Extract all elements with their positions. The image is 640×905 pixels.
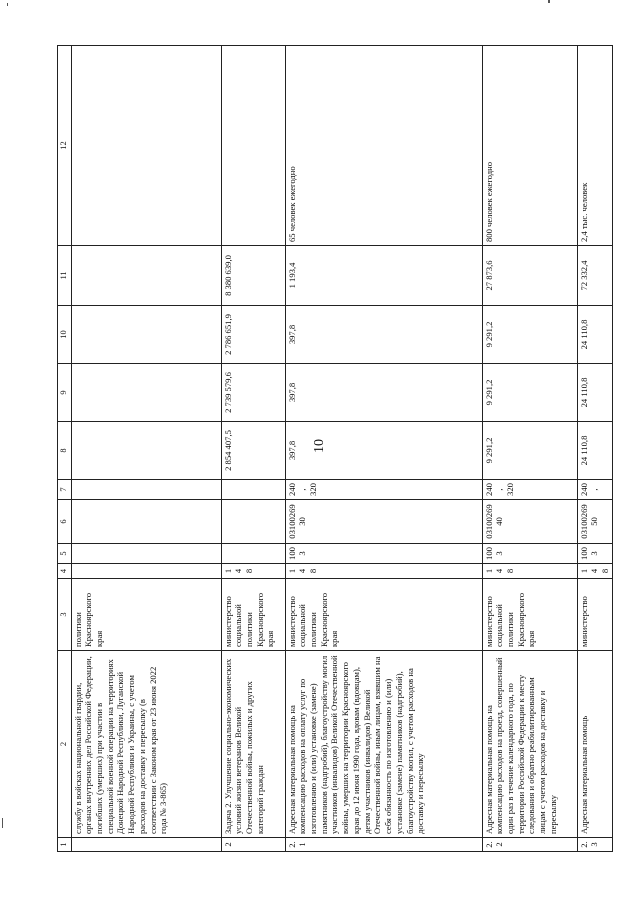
amount-total-cell: 8 380 639,0 — [221, 246, 285, 306]
amount-year1-cell: 397,8 — [285, 422, 482, 480]
expected-result-cell: 800 человек ежегодно — [482, 46, 577, 246]
responsible-org-cell: министерство социальной политики Красноярского края — [285, 579, 482, 651]
amount-year2-cell: 2 739 579,6 — [221, 364, 285, 422]
amount-year1-cell: 2 854 407,5 — [221, 422, 285, 480]
responsible-org-cell: министерство социальной политики Красноярского края — [482, 579, 577, 651]
expense-type-cell — [71, 480, 221, 500]
header-cell: 3 — [58, 579, 72, 651]
header-row — [58, 46, 72, 852]
expense-type-cell: 240, — [577, 480, 612, 500]
header-cell: 9 — [58, 364, 72, 422]
scan-mark-corner — [548, 0, 550, 3]
amount-year2-cell — [71, 364, 221, 422]
section-code-cell: 1003 — [482, 544, 577, 564]
section-code-cell — [221, 544, 285, 564]
expense-type-cell: 240, 320 — [482, 480, 577, 500]
program-measures-table — [57, 45, 613, 852]
header-cell: 6 — [58, 500, 72, 544]
header-cell: 2 — [58, 651, 72, 838]
target-article-cell: 0310026940 — [482, 500, 577, 544]
section-code-cell — [71, 544, 221, 564]
row-number-cell: 2.2 — [482, 838, 577, 852]
expected-result-cell — [221, 46, 285, 246]
expected-result-cell — [71, 46, 221, 246]
amount-year3-cell: 24 110,8 — [577, 306, 612, 364]
measure-name-cell: Адресная материальная помощь на компенсацию расходов на оплату услуг по изготовлению и (или) установке (замене) памятников (надгробий), благоустройству могил участников (инвалидов) Великой Отечественной войны, умерших на территории Красноярского края до 12 июня 1990 года, вдовам (вдовцам), детям участников (инвалидов) Великой Отечественной войны, иным лицам, взявшим на себя обязанность по изготовлению и (или) установке (замене) памятников (надгробий), благоустройству могил, с учетом расходов на доставку и пересылку — [285, 651, 482, 838]
measure-name-cell: службу в войсках национальной гвардии, органах внутренних дел Российской Федерации, погибших (умерших) при участии в специальной военной операции на территориях Донецкой Народной Республики, Луганской Народной Республики и Украины, с учетом расходов на доставку и пересылку (в соответствии с Законом края от 23 июня 2022 года № 3-865) — [71, 651, 221, 838]
amount-year3-cell: 2 786 651,9 — [221, 306, 285, 364]
measure-name-cell: Адресная материальная помощь на компенсацию расходов на проезд, совершенный один раз в течение календарного года, по территории Российской Федерации к месту следования и обратно реабилитированным лицам с учетом расходов на доставку и пересылку — [482, 651, 577, 838]
amount-year2-cell: 9 291,2 — [482, 364, 577, 422]
expense-type-cell — [221, 480, 285, 500]
header-cell: 4 — [58, 564, 72, 579]
grbs-code-cell: 148 — [285, 564, 482, 579]
header-cell: 5 — [58, 544, 72, 564]
scan-mark-left — [2, 818, 3, 828]
header-cell: 10 — [58, 306, 72, 364]
header-cell: 12 — [58, 46, 72, 246]
table-row — [221, 46, 285, 852]
amount-year1-cell: 9 291,2 — [482, 422, 577, 480]
page-number: 10 — [312, 439, 327, 453]
rotated-table-wrapper — [57, 46, 610, 852]
grbs-code-cell: 148 — [577, 564, 612, 579]
header-cell: 8 — [58, 422, 72, 480]
amount-year2-cell: 397,8 — [285, 364, 482, 422]
expense-type-cell: 240, 320 — [285, 480, 482, 500]
responsible-org-cell: министерство социальной политики Красноярского края — [221, 579, 285, 651]
responsible-org-cell: политики Красноярского края — [71, 579, 221, 651]
grbs-code-cell: 148 — [221, 564, 285, 579]
amount-total-cell: 72 332,4 — [577, 246, 612, 306]
row-number-cell: 2 — [221, 838, 285, 852]
section-code-cell: 1003 — [577, 544, 612, 564]
table-row — [482, 46, 577, 852]
amount-year3-cell — [71, 306, 221, 364]
header-cell: 7 — [58, 480, 72, 500]
header-cell: 1 — [58, 838, 72, 852]
amount-year3-cell: 397,8 — [285, 306, 482, 364]
scan-mark-top — [7, 3, 8, 6]
table-row — [577, 46, 612, 852]
measure-name-cell: Адресная материальная помощь — [577, 651, 612, 838]
expected-result-cell: 2,4 тыс. человек — [577, 46, 612, 246]
grbs-code-cell — [71, 564, 221, 579]
document-sheet — [57, 46, 610, 852]
amount-total-cell: 27 873,6 — [482, 246, 577, 306]
expected-result-cell: 65 человек ежегодно — [285, 46, 482, 246]
header-cell: 11 — [58, 246, 72, 306]
row-number-cell — [71, 838, 221, 852]
grbs-code-cell: 148 — [482, 564, 577, 579]
section-code-cell: 1003 — [285, 544, 482, 564]
amount-total-cell — [71, 246, 221, 306]
amount-year2-cell: 24 110,8 — [577, 364, 612, 422]
measure-name-cell: Задача 2. Улучшение социально-экономических условий жизни ветеранов Великой Отечественной войны, пожилых и других категорий граждан — [221, 651, 285, 838]
amount-year1-cell: 24 110,8 — [577, 422, 612, 480]
row-number-cell: 2.3 — [577, 838, 612, 852]
amount-total-cell: 1 193,4 — [285, 246, 482, 306]
table-row — [71, 46, 221, 852]
amount-year1-cell — [71, 422, 221, 480]
target-article-cell: 0310026950 — [577, 500, 612, 544]
row-number-cell: 2.1 — [285, 838, 482, 852]
responsible-org-cell: министерство — [577, 579, 612, 651]
target-article-cell — [71, 500, 221, 544]
target-article-cell: 0310026930 — [285, 500, 482, 544]
amount-year3-cell: 9 291,2 — [482, 306, 577, 364]
table-row — [285, 46, 482, 852]
target-article-cell — [221, 500, 285, 544]
